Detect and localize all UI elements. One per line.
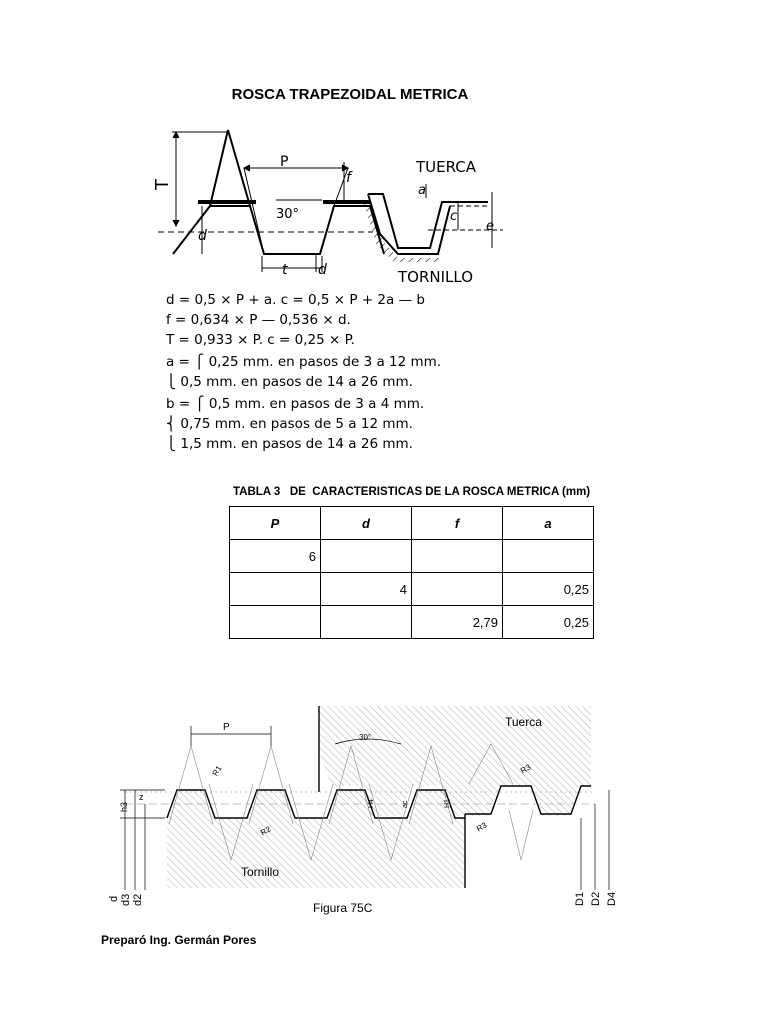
label-e: e <box>486 219 494 234</box>
thread-profile-diagram <box>152 122 508 452</box>
fig2-label-d1-upper: D1 <box>574 891 586 906</box>
fig2-label-d2: d2 <box>132 893 144 906</box>
fig2-label-z: z <box>139 792 144 802</box>
formula-3: T = 0,933 × P. c = 0,25 × P. <box>166 332 355 348</box>
cell: 0,25 <box>503 606 594 639</box>
fig2-label-p: P <box>223 722 230 733</box>
cell: 0,25 <box>503 573 594 606</box>
fig2-label-h1: H1 <box>444 799 451 808</box>
label-T: T <box>152 179 173 190</box>
fig2-label-nut: Tuerca <box>505 715 542 729</box>
label-t: t <box>282 262 288 278</box>
label-P: P <box>280 154 289 170</box>
fig2-label-h4: H4 <box>368 799 375 808</box>
formula-2: f = 0,634 × P — 0,536 × d. <box>166 312 351 328</box>
cell <box>230 606 321 639</box>
footer-author: Preparó Ing. Germán Pores <box>101 933 257 947</box>
formula-8: ⎩ 1,5 mm. en pasos de 14 a 26 mm. <box>166 436 413 452</box>
table-caption: TABLA 3 DE CARACTERISTICAS DE LA ROSCA METRICA (mm) <box>233 486 591 498</box>
fig2-label-r3a: R3 <box>475 820 489 834</box>
table-header-row <box>230 507 594 540</box>
formula-5: ⎩ 0,5 mm. en pasos de 14 a 26 mm. <box>166 374 413 390</box>
cell <box>321 606 412 639</box>
cell <box>230 573 321 606</box>
fig2-label-d2-upper: D2 <box>590 891 602 906</box>
label-d-bottom: d <box>318 262 327 278</box>
cell: 6 <box>230 540 321 573</box>
formula-4: a = ⎧ 0,25 mm. en pasos de 3 a 12 mm. <box>166 354 442 370</box>
table-row <box>230 606 594 639</box>
header-a: a <box>503 507 594 540</box>
formula-6: b = ⎧ 0,5 mm. en pasos de 3 a 4 mm. <box>166 396 425 412</box>
label-f: f <box>346 170 351 186</box>
cell <box>321 540 412 573</box>
label-nut: TUERCA <box>416 158 477 176</box>
label-a: a <box>418 183 426 198</box>
figure-75c-diagram <box>95 700 645 920</box>
header-d: d <box>321 507 412 540</box>
table-row <box>230 540 594 573</box>
label-screw: TORNILLO <box>398 268 474 286</box>
header-p: P <box>230 507 321 540</box>
fig2-label-screw: Tornillo <box>241 865 280 879</box>
formula-7: ⎨ 0,75 mm. en pasos de 5 a 12 mm. <box>166 416 413 432</box>
label-c: c <box>450 209 458 224</box>
fig2-label-h3: h3 <box>119 801 129 812</box>
fig2-label-ac: ac <box>402 800 409 808</box>
table-row <box>230 573 594 606</box>
page-title: ROSCA TRAPEZOIDAL METRICA <box>231 86 469 103</box>
fig2-caption: Figura 75C <box>313 901 373 915</box>
label-angle: 30° <box>276 207 300 222</box>
cell <box>412 540 503 573</box>
cell: 2,79 <box>412 606 503 639</box>
fig2-label-r2: R2 <box>259 824 273 838</box>
fig2-label-d: d <box>108 895 120 902</box>
fig2-label-d3: d3 <box>120 893 132 906</box>
fig2-label-r1: R1 <box>210 764 224 778</box>
header-f: f <box>412 507 503 540</box>
thread-characteristics-table <box>229 506 594 639</box>
fig2-label-d4-upper: D4 <box>606 891 618 906</box>
fig2-label-r3b: R3 <box>519 762 533 776</box>
cell: 4 <box>321 573 412 606</box>
formula-1: d = 0,5 × P + a. c = 0,5 × P + 2a — b <box>166 292 425 308</box>
cell <box>412 573 503 606</box>
label-d-left: d <box>198 228 207 244</box>
cell <box>503 540 594 573</box>
fig2-label-angle: 30° <box>359 733 372 742</box>
